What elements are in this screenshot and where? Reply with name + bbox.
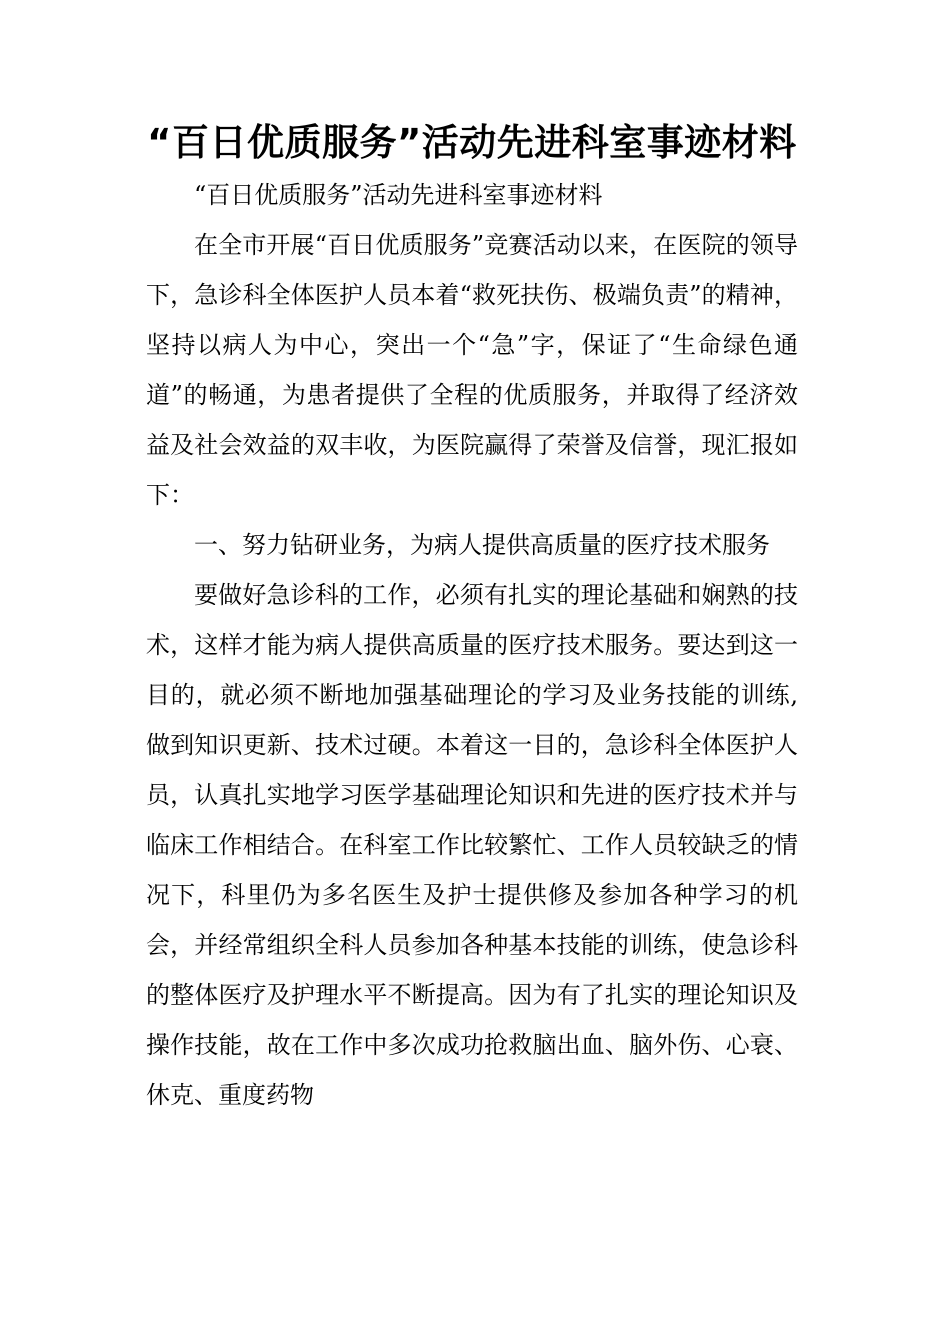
- section-heading-1: 一、努力钻研业务，为病人提供高质量的医疗技术服务: [194, 531, 770, 559]
- document-title: “百日优质服务”活动先进科室事迹材料: [147, 121, 797, 164]
- document-subtitle: “百日优质服务”活动先进科室事迹材料: [194, 181, 603, 209]
- paragraph-intro: 在全市开展“百日优质服务”竞赛活动以来，在医院的领导下，急诊科全体医护人员本着“救死扶伤、极端负责”的精神，坚持以病人为中心，突出一个“急”字，保证了“生命绿色通道”的畅通，为患者提供了全程的优质服务，并取得了经济效益及社会效益的双丰收，为医院赢得了荣誉及信誉，现汇报如下：: [146, 231, 798, 509]
- paragraph-body: 要做好急诊科的工作，必须有扎实的理论基础和娴熟的技术，这样才能为病人提供高质量的医疗技术服务。要达到这一目的，就必须不断地加强基础理论的学习及业务技能的训练,做到知识更新、技术过硬。本着这一目的，急诊科全体医护人员，认真扎实地学习医学基础理论知识和先进的医疗技术并与临床工作相结合。在科室工作比较繁忙、工作人员较缺乏的情况下，科里仍为多名医生及护士提供修及参加各种学习的机会，并经常组织全科人员参加各种基本技能的训练，使急诊科的整体医疗及护理水平不断提高。因为有了扎实的理论知识及操作技能，故在工作中多次成功抢救脑出血、脑外伤、心衰、休克、重度药物: [146, 581, 798, 1109]
